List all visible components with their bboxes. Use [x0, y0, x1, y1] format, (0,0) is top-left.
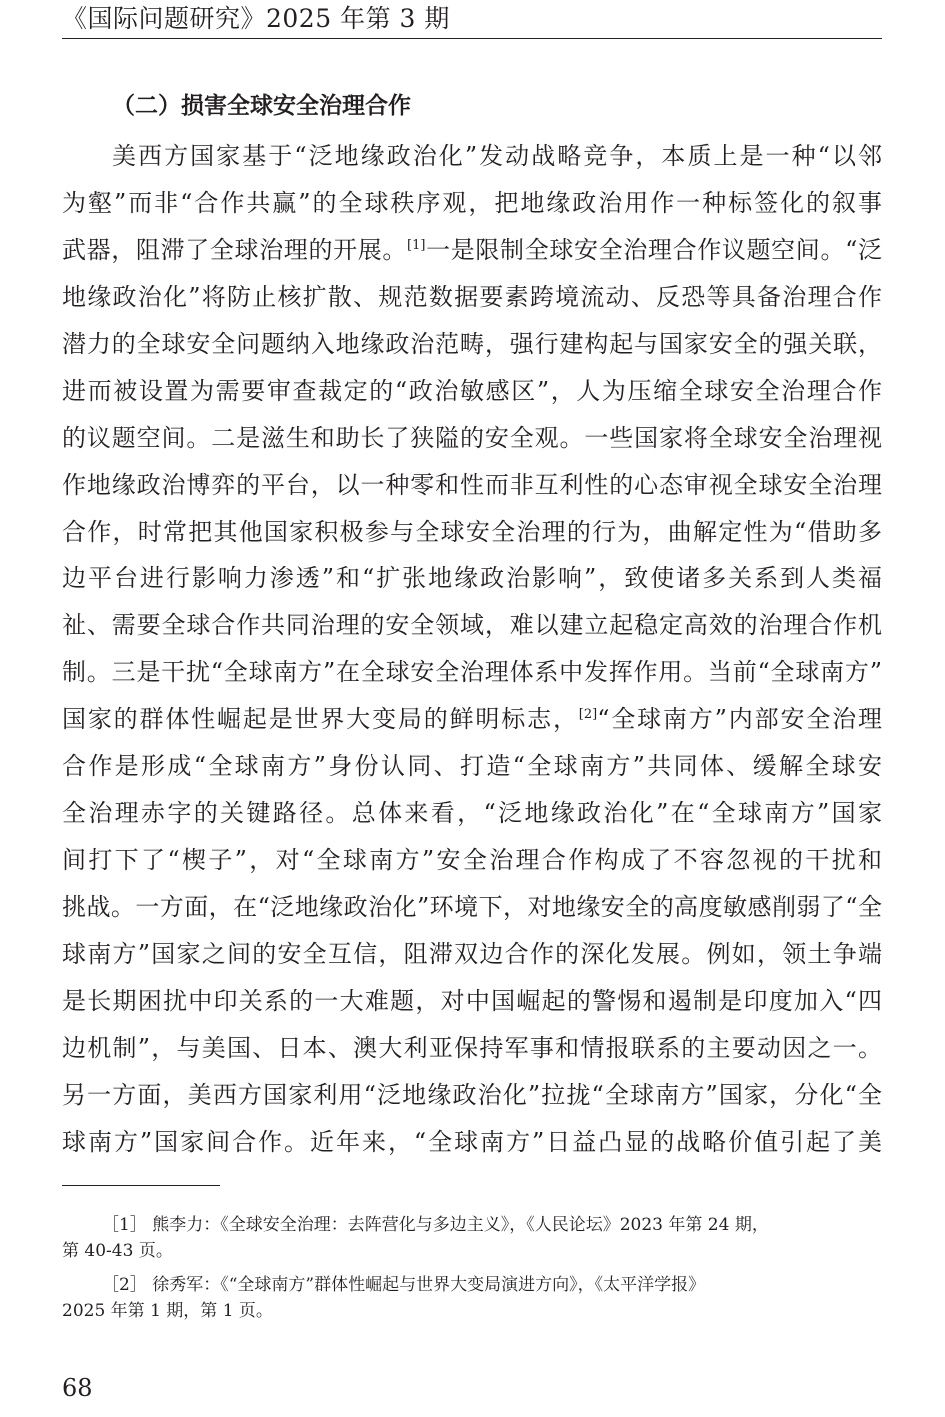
- footnote-marker: ［2］: [102, 1275, 147, 1295]
- body-line: 作地缘政治博弈的平台，以一种零和性而非互利性的心态审视全球安全治理: [62, 470, 882, 499]
- body-line-text: “全球南方”内部安全治理: [597, 705, 882, 734]
- body-line: 是长期困扰中印关系的一大难题，对中国崛起的警惕和遏制是印度加入“四: [62, 986, 882, 1015]
- body-line: 全治理赤字的关键路径。总体来看，“泛地缘政治化”在“全球南方”国家: [62, 799, 882, 828]
- footnote-rule: [62, 1185, 220, 1186]
- body-line: 另一方面，美西方国家利用“泛地缘政治化”拉拢“全球南方”国家，分化“全: [62, 1080, 882, 1109]
- body-line-text: 武器，阻滞了全球治理的开展。: [62, 235, 408, 264]
- running-header: 《国际问题研究》2025 年第 3 期: [62, 4, 450, 33]
- footnotes: [62, 1212, 882, 1332]
- body-line-text: 国家的群体性崛起是世界大变局的鲜明标志，: [62, 705, 579, 734]
- body-line: 合作是形成“全球南方”身份认同、打造“全球南方”共同体、缓解全球安: [62, 752, 882, 781]
- body-line: 挑战。一方面，在“泛地缘政治化”环境下，对地缘安全的高度敏感削弱了“全: [62, 893, 882, 921]
- body-line: 间打下了“楔子”，对“全球南方”安全治理合作构成了不容忽视的干扰和: [62, 846, 882, 875]
- footnote-line: 第 40-43 页。: [62, 1241, 173, 1261]
- footnote-ref-1[interactable]: [1]: [407, 237, 426, 253]
- body-line: 球南方”国家间合作。近年来，“全球南方”日益凸显的战略价值引起了美: [62, 1127, 882, 1156]
- body-text: [62, 133, 882, 1166]
- footnote-ref-2[interactable]: [2]: [578, 707, 598, 723]
- body-line: [62, 696, 882, 743]
- body-line: 制。三是干扰“全球南方”在全球安全治理体系中发挥作用。当前“全球南方”: [62, 658, 882, 687]
- body-line: 进而被设置为需要审查裁定的“政治敏感区”，人为压缩全球安全治理合作: [62, 376, 882, 405]
- body-line: [62, 227, 882, 274]
- footnote-text: 熊李力：《全球安全治理：去阵营化与多边主义》，《人民论坛》2023 年第 24 期，: [152, 1215, 769, 1235]
- body-line-text: 一是限制全球安全治理合作议题空间。“泛: [425, 235, 882, 264]
- header-rule: [62, 38, 882, 39]
- body-line: 的议题空间。二是滋生和助长了狭隘的安全观。一些国家将全球安全治理视: [62, 423, 882, 452]
- footnote-1: [62, 1212, 882, 1264]
- footnote-line: [62, 1272, 882, 1298]
- body-line: 球南方”国家之间的安全互信，阻滞双边合作的深化发展。例如，领土争端: [62, 939, 882, 968]
- footnote-marker: ［1］: [102, 1215, 147, 1235]
- footnote-text: 徐秀军：《“全球南方”群体性崛起与世界大变局演进方向》，《太平洋学报》: [152, 1275, 706, 1295]
- section-heading: （二）损害全球安全治理合作: [112, 93, 411, 119]
- footnote-line: 2025 年第 1 期，第 1 页。: [62, 1301, 273, 1321]
- body-line: 地缘政治化”将防止核扩散、规范数据要素跨境流动、反恐等具备治理合作: [62, 282, 882, 311]
- page-number: 68: [62, 1374, 93, 1402]
- body-line: 边平台进行影响力渗透”和“扩张地缘政治影响”，致使诸多关系到人类福: [62, 564, 882, 593]
- body-line: 边机制”，与美国、日本、澳大利亚保持军事和情报联系的主要动因之一。: [62, 1033, 882, 1062]
- body-line: 为壑”而非“合作共赢”的全球秩序观，把地缘政治用作一种标签化的叙事: [62, 188, 882, 217]
- body-line: 潜力的全球安全问题纳入地缘政治范畴，强行建构起与国家安全的强关联，: [62, 329, 882, 358]
- footnote-2: [62, 1272, 882, 1324]
- footnote-line: [62, 1212, 882, 1238]
- body-line: 祉、需要全球合作共同治理的安全领域，难以建立起稳定高效的治理合作机: [62, 611, 882, 640]
- body-line: 美西方国家基于“泛地缘政治化”发动战略竞争，本质上是一种“以邻: [112, 142, 882, 170]
- body-line: 合作，时常把其他国家积极参与全球安全治理的行为，曲解定性为“借助多: [62, 517, 882, 546]
